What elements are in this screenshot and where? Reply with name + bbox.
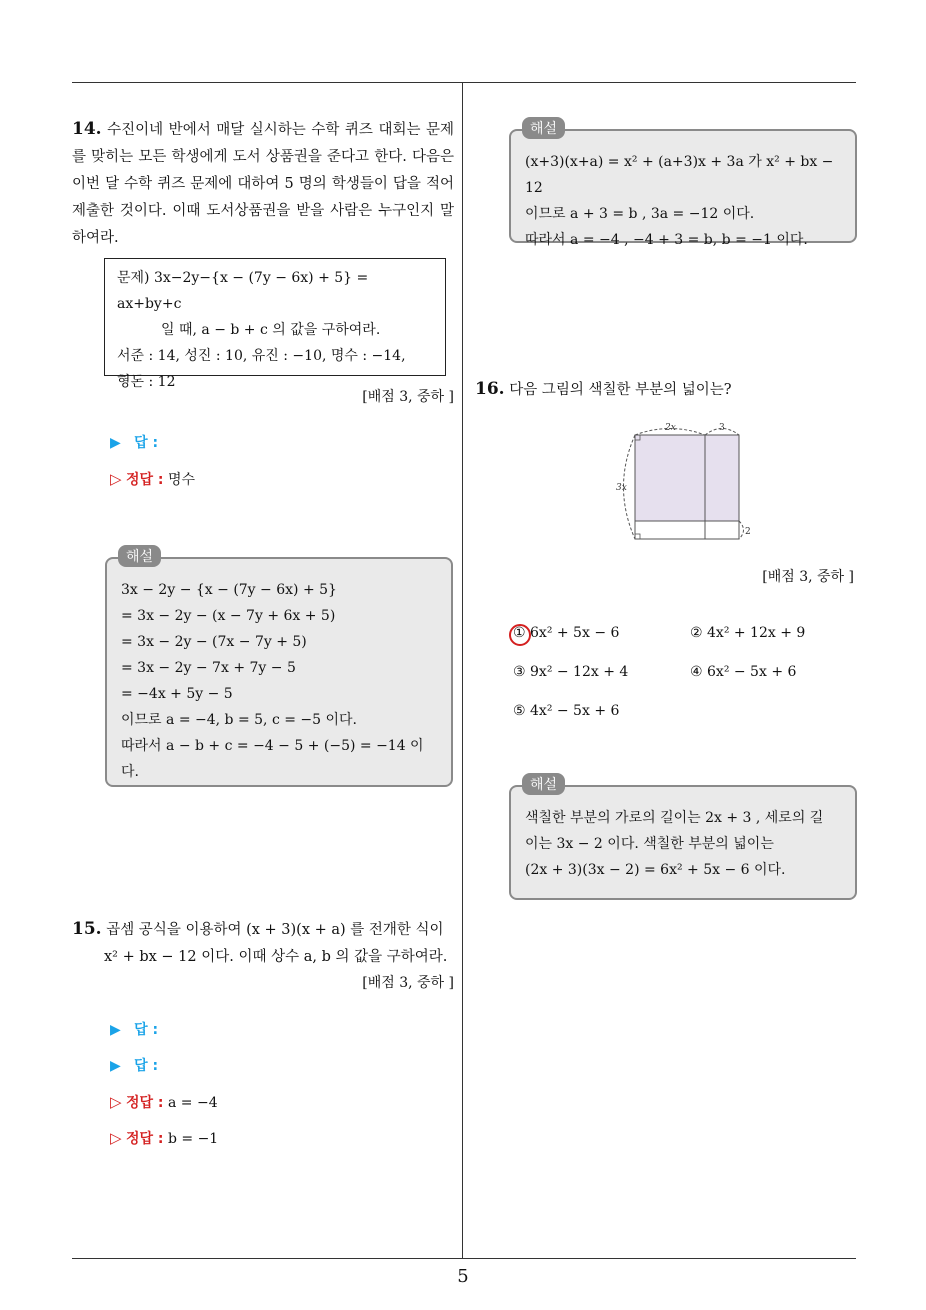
choice-2[interactable] — [690, 625, 805, 641]
correct-answer: b = −1 — [167, 1131, 219, 1147]
shaded-region — [635, 435, 739, 521]
play-triangle-icon: ▶ — [110, 1022, 121, 1038]
choice-text: 9x² − 12x + 4 — [530, 664, 629, 680]
choice-3[interactable] — [513, 664, 628, 680]
outline-triangle-icon: ▷ — [110, 470, 122, 488]
problem-line: 서준 : 14, 성진 : 10, 유진 : −10, 명수 : −14, — [117, 348, 406, 364]
problem-line: 형돈 : 12 — [117, 374, 176, 390]
score-label: [배점 3, 중하 ] — [362, 975, 454, 991]
choice-mark: ① — [513, 625, 526, 641]
answer-prompt: 답 : — [134, 1058, 159, 1074]
question-text: 곱셈 공식을 이용하여 (x + 3)(x + a) 를 전개한 식이 — [106, 922, 444, 938]
choice-4[interactable] — [690, 664, 796, 680]
choice-mark: ④ — [690, 664, 703, 680]
outline-triangle-icon: ▷ — [110, 1093, 122, 1111]
score-label: [배점 3, 중하 ] — [762, 569, 854, 585]
question-text: x² + bx − 12 이다. 이때 상수 a, b 의 값을 구하여라. — [104, 949, 448, 965]
solution-line: 이므로 a = −4, b = 5, c = −5 이다. — [121, 712, 357, 728]
question-text: 수진이네 반에서 매달 실시하는 수학 퀴즈 대회는 문제를 맞히는 모든 학생에게 도서 상품권을 준다고 한다. 다음은 이번 달 수학 퀴즈 문제에 대하여 5 명의 학생들이 답을 적어 제출한 것이다. 이때 도서상품권을 받을 사람은 누구인지 말하여라. — [72, 122, 455, 246]
answer-prompt-row — [110, 1019, 158, 1039]
play-triangle-icon: ▶ — [110, 1058, 121, 1074]
label-2x: 2x — [665, 423, 676, 433]
label-3x: 3x — [616, 483, 627, 493]
question-16 — [475, 376, 859, 404]
solution-line: = 3x − 2y − 7x + 7y − 5 — [121, 660, 296, 676]
page-number: 5 — [457, 1266, 469, 1287]
solution-box — [509, 785, 857, 900]
choice-1[interactable] — [513, 625, 619, 641]
solution-line: = 3x − 2y − (7x − 7y + 5) — [121, 634, 307, 650]
choice-text: 6x² − 5x + 6 — [707, 664, 797, 680]
solution-line: 색칠한 부분의 가로의 길이는 2x + 3 , 세로의 길 — [525, 810, 824, 826]
solution-box — [509, 129, 857, 248]
problem-box — [104, 258, 446, 390]
brace-right — [739, 521, 744, 539]
question-15 — [72, 916, 456, 971]
bottom-rule — [72, 1258, 856, 1259]
correct-answer-row — [110, 469, 195, 489]
question-14 — [72, 116, 454, 252]
choice-mark: ② — [690, 625, 703, 641]
correct-answer: a = −4 — [167, 1095, 218, 1111]
score-label: [배점 3, 중하 ] — [362, 389, 454, 405]
question-number: 14. — [72, 119, 102, 139]
answer-prompt: 답 : — [134, 1022, 159, 1038]
label-3: 3 — [719, 423, 725, 433]
answer-prompt: 답 : — [134, 435, 159, 451]
correct-label: 정답 : — [126, 1131, 164, 1147]
problem-line: 문제) 3x−2y−{x − (7y − 6x) + 5} = ax+by+c — [117, 270, 369, 312]
answer-prompt-row — [110, 1055, 158, 1075]
question-number: 16. — [475, 379, 505, 399]
solution-tag: 해설 — [522, 117, 565, 139]
question-number: 15. — [72, 919, 102, 939]
rectangle-figure — [600, 418, 760, 548]
top-rule — [72, 82, 856, 83]
correct-label: 정답 : — [126, 1095, 164, 1111]
choice-text: 4x² + 12x + 9 — [707, 625, 806, 641]
solution-line: 따라서 a − b + c = −4 − 5 + (−5) = −14 이다. — [121, 738, 424, 780]
solution-line: (2x + 3)(3x − 2) = 6x² + 5x − 6 이다. — [525, 862, 786, 878]
play-triangle-icon: ▶ — [110, 435, 121, 451]
problem-line: 일 때, a − b + c 의 값을 구하여라. — [161, 322, 381, 338]
answer-prompt-row — [110, 432, 158, 452]
solution-tag: 해설 — [118, 545, 161, 567]
choice-5[interactable] — [513, 703, 619, 719]
solution-line: 이는 3x − 2 이다. 색칠한 부분의 넓이는 — [525, 836, 774, 852]
choice-text: 6x² + 5x − 6 — [530, 625, 620, 641]
choice-text: 4x² − 5x + 6 — [530, 703, 620, 719]
solution-line: 이므로 a + 3 = b , 3a = −12 이다. — [525, 206, 755, 222]
correct-answer-row — [110, 1128, 218, 1148]
column-divider — [462, 83, 463, 1258]
correct-label: 정답 : — [126, 472, 164, 488]
correct-answer: 명수 — [167, 472, 196, 488]
choice-mark: ⑤ — [513, 703, 526, 719]
label-2: 2 — [745, 527, 751, 537]
solution-tag: 해설 — [522, 773, 565, 795]
solution-line: = −4x + 5y − 5 — [121, 686, 233, 702]
choice-mark: ③ — [513, 664, 526, 680]
solution-line: (x+3)(x+a) = x² + (a+3)x + 3a 가 x² + bx − 12 — [525, 154, 834, 196]
solution-line: 따라서 a = −4 , −4 + 3 = b, b = −1 이다. — [525, 232, 808, 248]
solution-line: = 3x − 2y − (x − 7y + 6x + 5) — [121, 608, 336, 624]
outline-triangle-icon: ▷ — [110, 1129, 122, 1147]
correct-answer-row — [110, 1092, 218, 1112]
solution-line: 3x − 2y − {x − (7y − 6x) + 5} — [121, 582, 337, 598]
solution-box — [105, 557, 453, 787]
question-text: 다음 그림의 색칠한 부분의 넓이는? — [509, 382, 732, 398]
